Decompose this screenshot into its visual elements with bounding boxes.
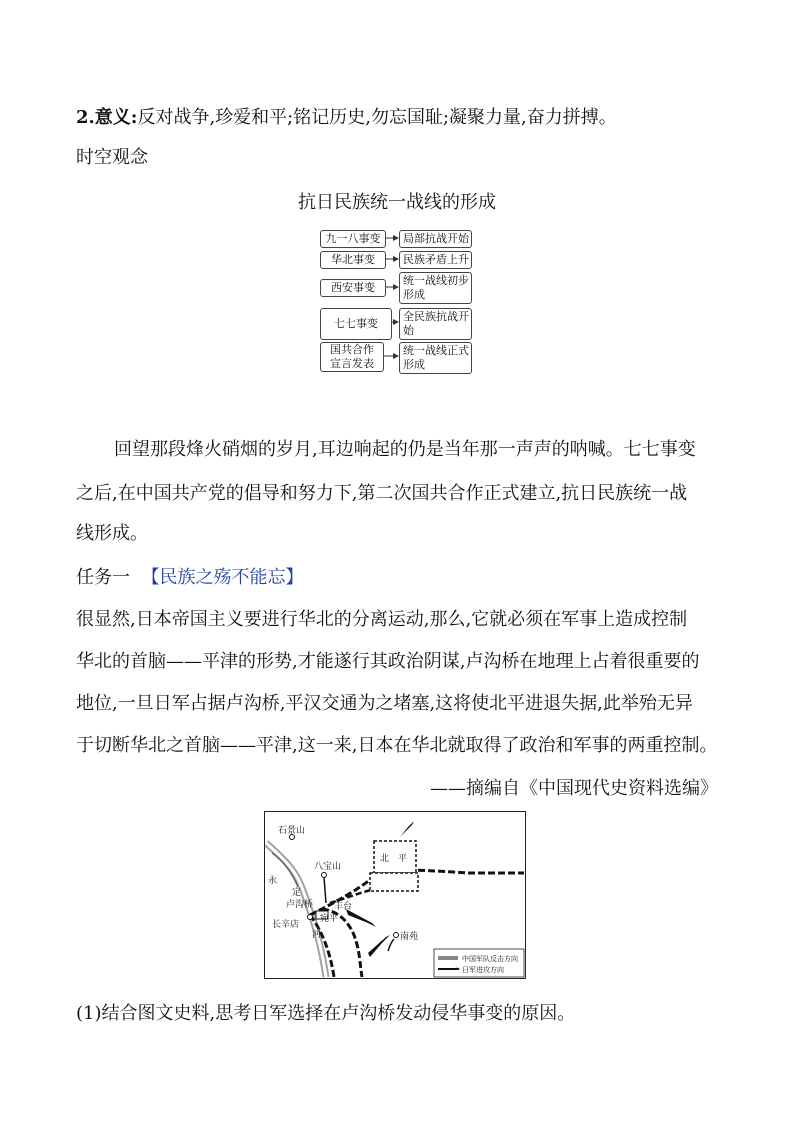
flow-result-5: 统一战线正式形成 [399, 342, 472, 374]
flow-result-2: 民族矛盾上升 [399, 251, 472, 269]
flow-event-2: 华北事变 [320, 251, 386, 269]
label-lugouqiao: 卢沟桥 [286, 900, 314, 910]
label-fengtai: 丰台 [334, 902, 353, 912]
section-2-number: 2. [76, 107, 95, 128]
flow-event-4: 七七事变 [320, 308, 392, 340]
label-shijingshan: 石景山 [278, 826, 306, 836]
quote-source: ——摘编自《中国现代史资料选编》 [430, 778, 718, 799]
flow-event-5: 国共合作宣言发表 [320, 342, 384, 372]
flow-result-4: 全民族抗战开始 [399, 308, 472, 340]
spacetime-label: 时空观念 [76, 147, 148, 168]
diagram-title: 抗日民族统一战线的形成 [298, 192, 496, 213]
lugouqiao-map [264, 811, 526, 979]
question-1: (1)结合图文史料,思考日军选择在卢沟桥发动侵华事变的原因。 [76, 1003, 576, 1024]
label-wanping: 宛平 [320, 914, 339, 924]
label-he: 河 [312, 930, 322, 940]
intro-line-1: 回望那段烽火硝烟的岁月,耳边响起的仍是当年那一声声的呐喊。七七事变 [114, 439, 696, 460]
babaoshan-marker [322, 873, 327, 878]
beiping-outer-city [370, 873, 418, 891]
nanyuan-marker [394, 933, 399, 938]
flowchart [318, 226, 474, 374]
quote-line-1: 很显然,日本帝国主义要进行华北的分离运动,那么,它就必须在军事上造成控制 [76, 609, 688, 630]
quote-line-2: 华北的首脑——平津的形势,才能遂行其政治阴谋,卢沟桥在地理上占着很重要的 [76, 651, 700, 672]
flow-event-1: 九一八事变 [320, 230, 386, 248]
flow-result-1: 局部抗战开始 [399, 230, 472, 248]
task-heading [76, 566, 303, 590]
changxindian-marker [308, 915, 313, 920]
section-2-label: 意义: [94, 107, 138, 128]
section-2-line [76, 106, 617, 130]
label-ding: 定 [292, 888, 302, 898]
label-beiping: 北 平 [380, 854, 408, 864]
intro-line-2: 之后,在中国共产党的倡导和努力下,第二次国共合作正式建立,抗日民族统一战 [76, 483, 688, 504]
label-yong: 永 [268, 876, 278, 886]
label-nanyuan: 南苑 [400, 932, 419, 942]
legend-chinese-label: 中国军队反击方向 [462, 955, 518, 963]
task-label: 任务一 [76, 567, 130, 588]
section-2-text: 反对战争,珍爱和平;铭记历史,勿忘国耻;凝聚力量,奋力拼搏。 [137, 107, 617, 128]
quote-line-3: 地位,一旦日军占据卢沟桥,平汉交通为之堵塞,这将使北平进退失据,此举殆无异 [76, 693, 693, 714]
flow-event-3: 西安事变 [320, 279, 386, 297]
task-title: 【民族之殇不能忘】 [141, 567, 304, 588]
intro-line-3: 线形成。 [76, 523, 148, 544]
label-babaoshan: 八宝山 [314, 862, 342, 872]
quote-line-4: 于切断华北之首脑——平津,这一来,日本在华北就取得了政治和军事的两重控制。 [76, 735, 718, 756]
flow-result-3: 统一战线初步形成 [399, 272, 472, 304]
label-changxindian: 长辛店 [272, 920, 300, 930]
legend-japanese-label: 日军进攻方向 [462, 966, 504, 974]
